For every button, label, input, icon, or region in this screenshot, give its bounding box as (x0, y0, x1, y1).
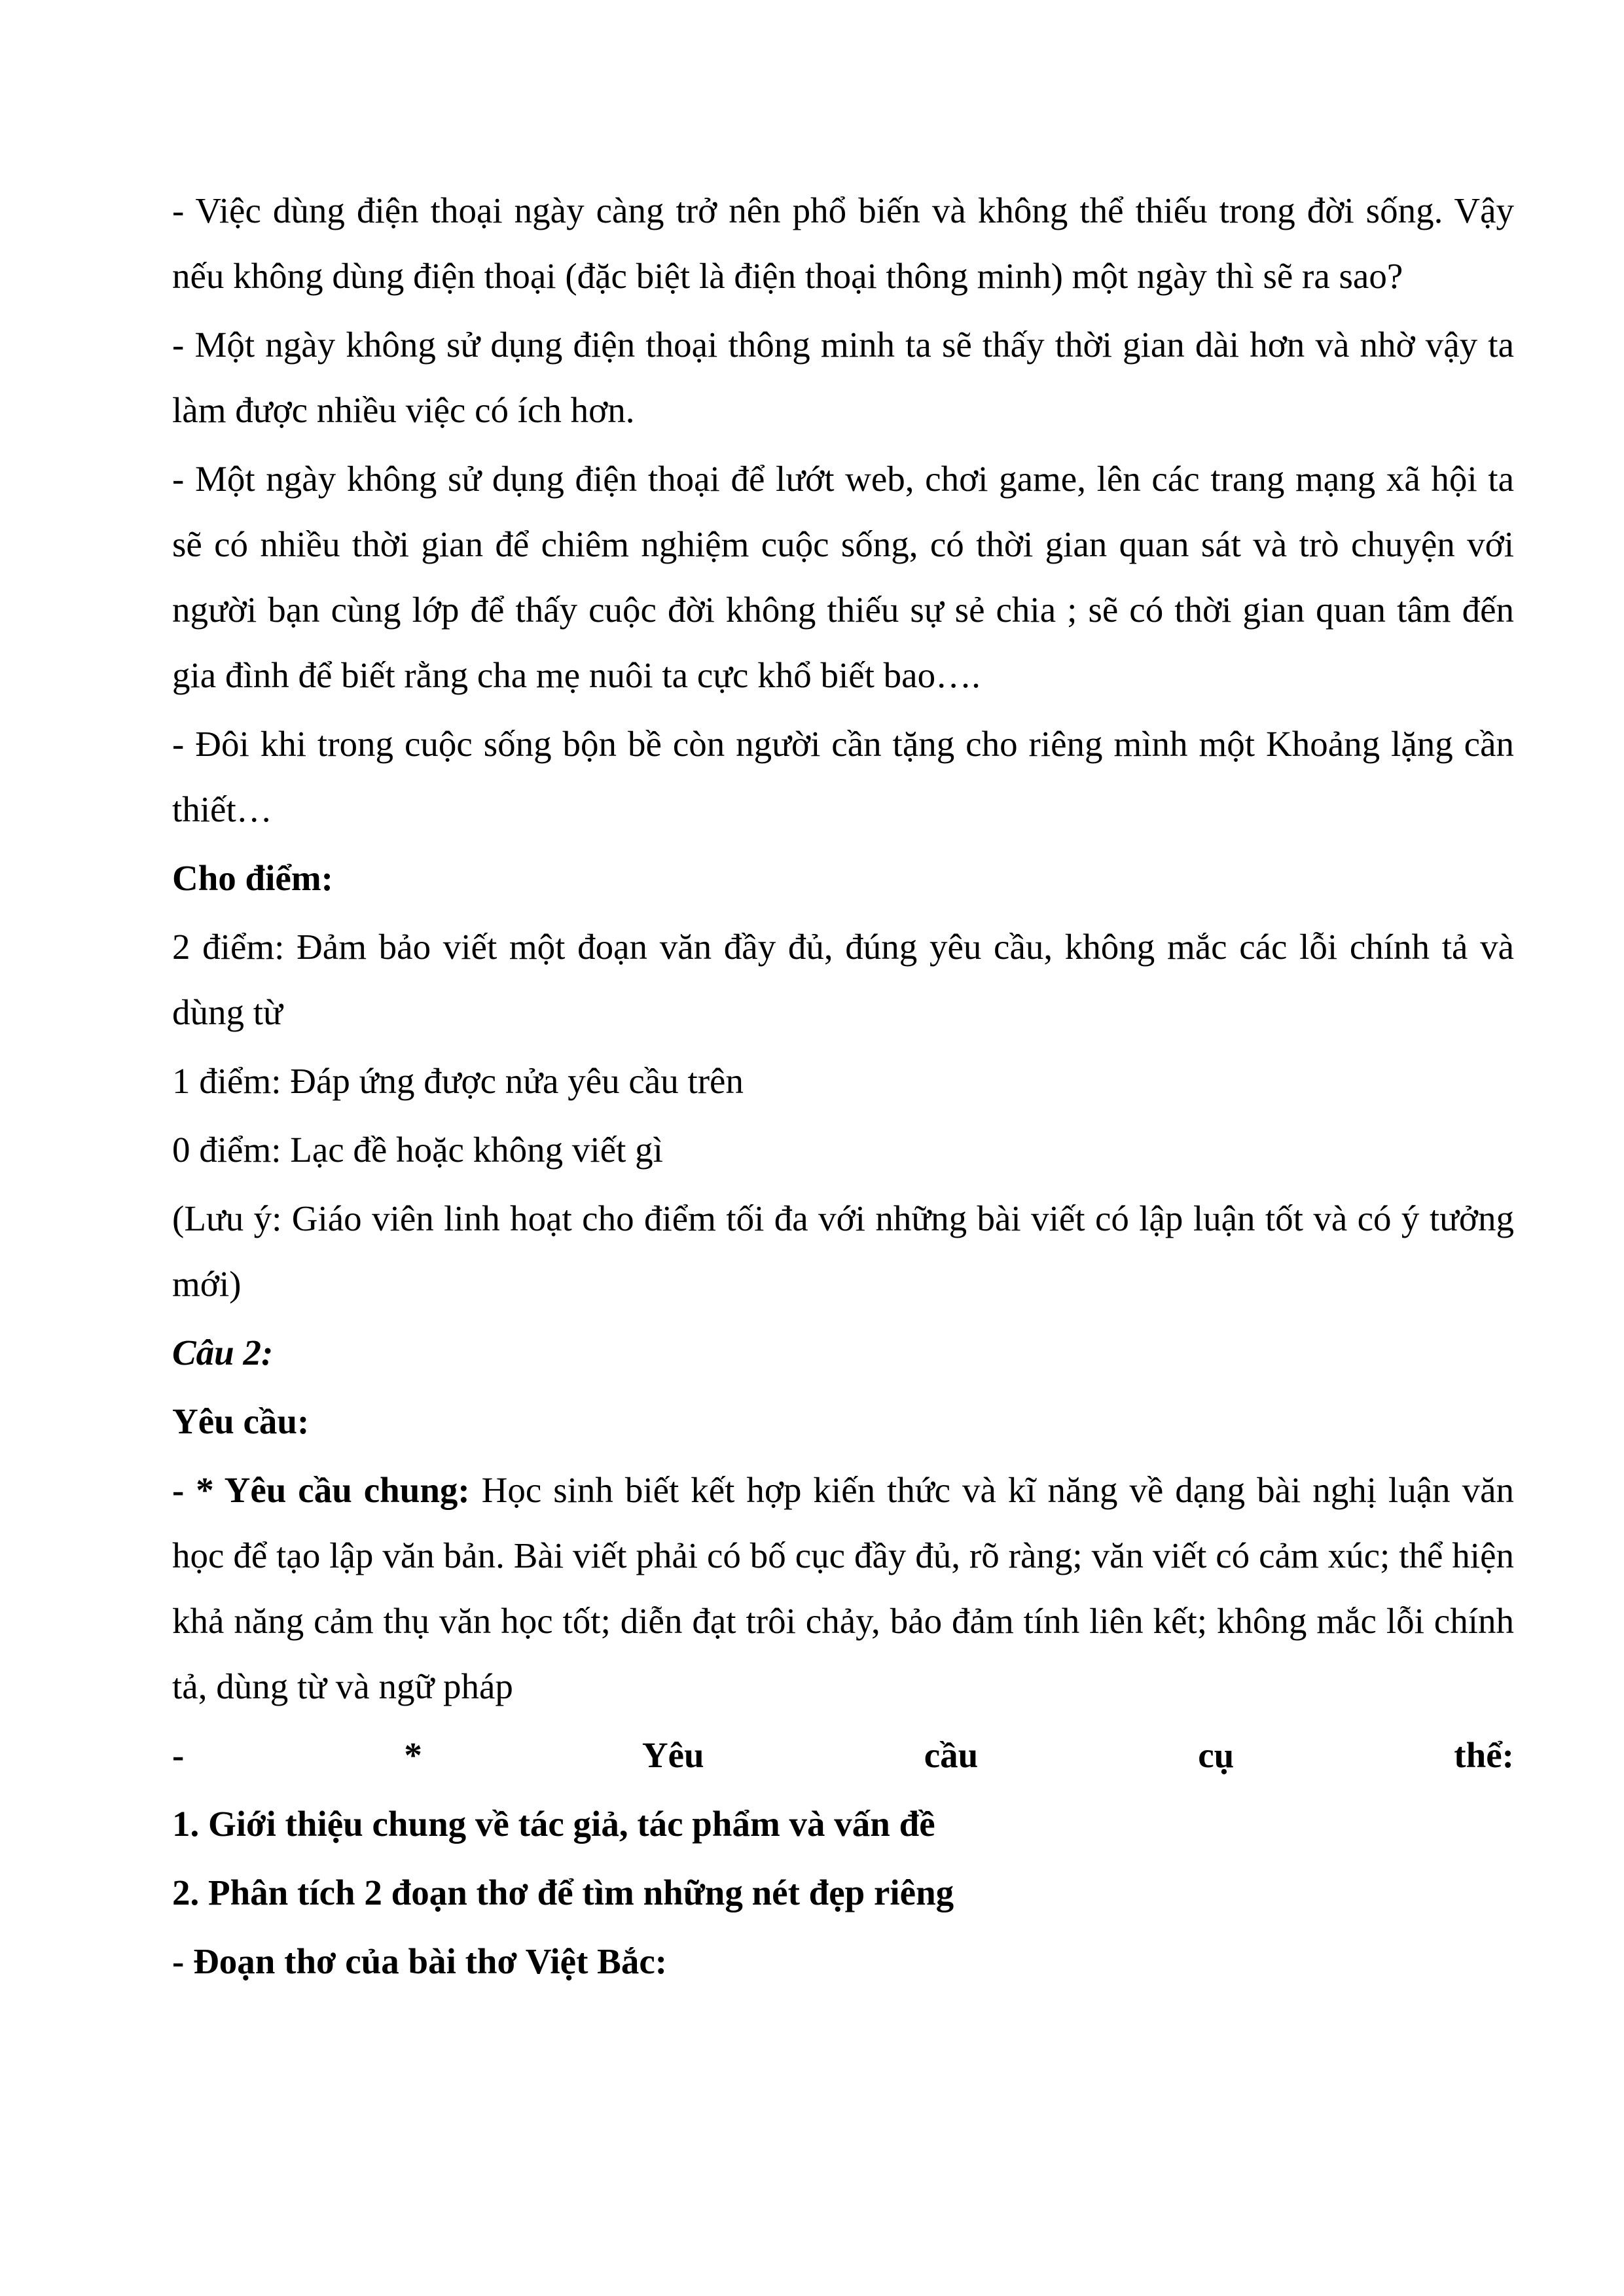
specific-requirements-line (172, 1723, 1514, 1791)
scoring-item-2-points: 2 điểm: Đảm bảo viết một đoạn văn đầy đủ, đúng yêu cầu, không mắc các lỗi chính tả và dùng từ (172, 927, 1514, 1032)
paragraph-quiet-moment: - Đôi khi trong cuộc sống bộn bề còn người cần tặng cho riêng mình một Khoảng lặng cần thiết… (172, 724, 1514, 829)
requirements-heading: Yêu cầu: (172, 1401, 310, 1441)
general-requirements (172, 1458, 1514, 1723)
point-analysis: 2. Phân tích 2 đoạn thơ để tìm những nét đẹp riêng (172, 1873, 954, 1912)
specific-word: cầu (924, 1735, 979, 1775)
specific-word: * (404, 1735, 422, 1775)
paragraph-reflect-life: - Một ngày không sử dụng điện thoại để lướt web, chơi game, lên các trang mạng xã hội ta sẽ có nhiều thời gian để chiêm nghiệm cuộc sống, có thời gian quan sát và trò chuyện với người bạn cùng lớp để thấy cuộc đời không thiếu sự sẻ chia ; sẽ có thời gian quan tâm đến gia đình để biết rằng cha mẹ nuôi ta cực khổ biết bao…. (172, 459, 1514, 695)
specific-word: thể: (1454, 1735, 1514, 1775)
general-requirements-label: - * Yêu cầu chung: (172, 1470, 470, 1510)
scoring-heading: Cho điểm: (172, 858, 333, 898)
point-viet-bac: - Đoạn thơ của bài thơ Việt Bắc: (172, 1941, 668, 1981)
general-requirements-text: Học sinh biết kết hợp kiến thức và kĩ năng về dạng bài nghị luận văn học để tạo lập văn bản. Bài viết phải có bố cục đầy đủ, rõ ràng; văn viết có cảm xúc; thể hiện khả năng cảm thụ văn học tốt; diễn đạt trôi chảy, bảo đảm tính liên kết; không mắc lỗi chính tả, dùng từ và ngữ pháp (172, 1470, 1514, 1706)
scoring-note: (Lưu ý: Giáo viên linh hoạt cho điểm tối đa với những bài viết có lập luận tốt và có ý tưởng mới) (172, 1198, 1514, 1304)
point-introduction: 1. Giới thiệu chung về tác giả, tác phẩm và vấn đề (172, 1804, 935, 1844)
paragraph-more-time: - Một ngày không sử dụng điện thoại thông minh ta sẽ thấy thời gian dài hơn và nhờ vậy ta làm được nhiều việc có ích hơn. (172, 325, 1514, 430)
question-2-heading: Câu 2: (172, 1333, 274, 1372)
scoring-item-1-point: 1 điểm: Đáp ứng được nửa yêu cầu trên (172, 1061, 744, 1101)
paragraph-phone-intro: - Việc dùng điện thoại ngày càng trở nên phổ biến và không thể thiếu trong đời sống. Vậy nếu không dùng điện thoại (đặc biệt là điện thoại thông minh) một ngày thì sẽ ra sao? (172, 190, 1514, 296)
specific-word: cụ (1198, 1735, 1235, 1775)
specific-word: Yêu (641, 1735, 704, 1775)
specific-word: - (172, 1735, 185, 1775)
scoring-item-0-points: 0 điểm: Lạc đề hoặc không viết gì (172, 1130, 663, 1170)
document-page (172, 178, 1514, 1998)
